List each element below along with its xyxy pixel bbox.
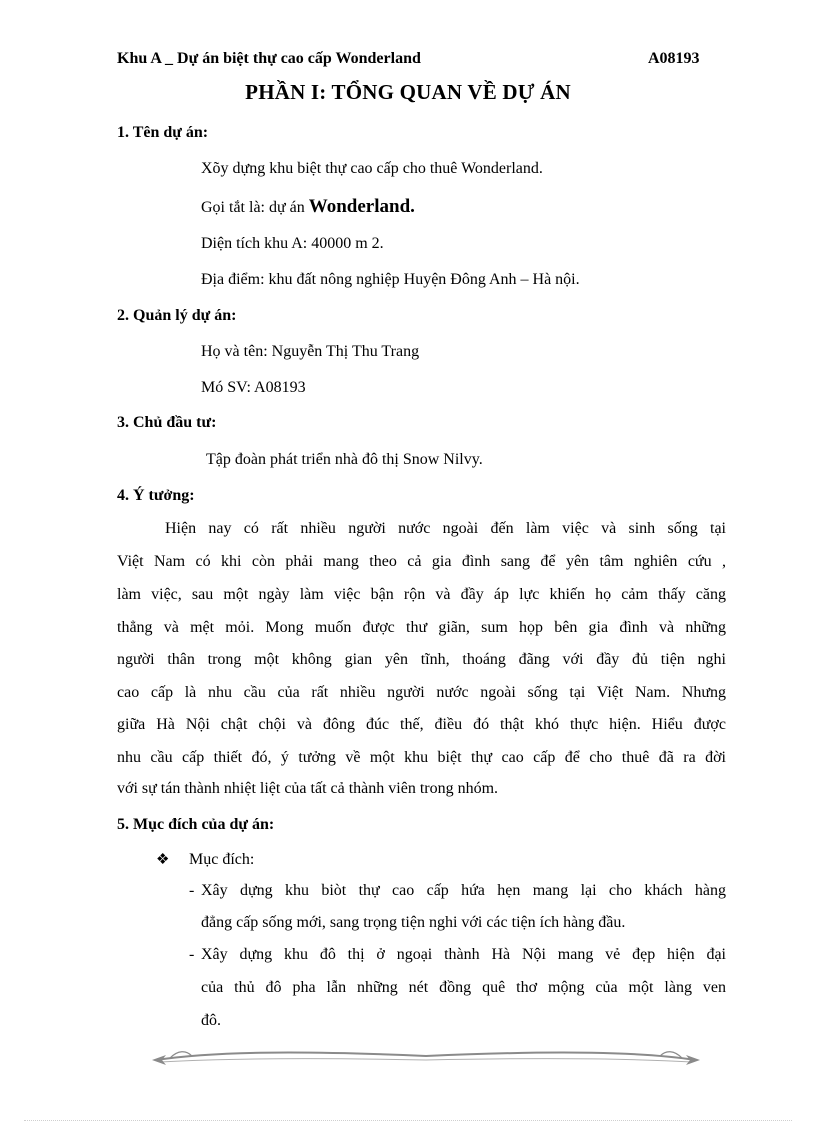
purpose-item-1-line-1: Xây dựng khu biòt thự cao cấp hứa hẹn mang lại cho khách hàng xyxy=(201,882,726,899)
four-diamond-bullet-icon: ❖ xyxy=(156,852,170,868)
idea-line: làm việc, sau một ngày làm việc bận rộn và đầy áp lực khiến họ cảm thấy căng xyxy=(117,586,726,603)
idea-line: giữa Hà Nội chật chội và đông đúc thế, điều đó thật khó thực hiện. Hiểu được xyxy=(117,716,726,733)
section-3-heading: 3. Chủ đầu tư: xyxy=(117,414,217,431)
header-project-title: Khu A _ Dự án biệt thự cao cấp Wonderland xyxy=(117,50,421,67)
manager-name-line: Họ và tên: Nguyễn Thị Thu Trang xyxy=(201,343,420,360)
purpose-item-2-line-2: của thủ đô pha lẫn những nét đồng quê thơ mộng của một làng ven xyxy=(201,979,726,996)
idea-line: Hiện nay có rất nhiều người nước ngoài đến làm việc và sinh sống tại xyxy=(165,520,726,537)
section-4-heading: 4. Ý tưởng: xyxy=(117,487,195,504)
project-name-line: Xõy dựng khu biệt thự cao cấp cho thuê Wonderland. xyxy=(201,160,543,177)
location-line: Địa điểm: khu đất nông nghiệp Huyện Đông Anh – Hà nội. xyxy=(201,271,580,288)
dash-marker: - xyxy=(189,946,195,963)
purpose-label: Mục đích: xyxy=(189,851,255,868)
idea-line: Việt Nam có khi còn phải mang theo cả gia đình sang để yên tâm nghiên cứu , xyxy=(117,553,726,570)
idea-line: nhu cầu cấp thiết đó, ý tưởng về một khu biệt thự cao cấp để cho thuê đã ra đời xyxy=(117,749,726,766)
section-1-heading: 1. Tên dự án: xyxy=(117,124,209,141)
page-title: PHẦN I: TỔNG QUAN VỀ DỰ ÁN xyxy=(245,80,571,104)
idea-line: cao cấp là nhu cầu của rất nhiều người nước ngoài sống tại Việt Nam. Nhưng xyxy=(117,684,726,701)
idea-line: thẳng và mệt mỏi. Mong muốn được thư giãn, sum họp bên gia đình và những xyxy=(117,619,726,636)
section-2-heading: 2. Quản lý dự án: xyxy=(117,307,237,324)
student-id-line: Mó SV: A08193 xyxy=(201,379,306,396)
idea-line: người thân trong một không gian yên tĩnh, thoáng đãng với đầy đủ tiện nghi xyxy=(117,651,726,668)
purpose-item-2-line-3: đô. xyxy=(201,1012,221,1029)
area-line: Diện tích khu A: 40000 m 2. xyxy=(201,235,384,252)
short-name-prefix: Gọi tắt là: dự án xyxy=(201,199,309,216)
dash-marker: - xyxy=(189,882,195,899)
purpose-item-1-line-2: đẳng cấp sống mới, sang trọng tiện nghi với các tiện ích hàng đầu. xyxy=(201,914,626,931)
idea-line: với sự tán thành nhiệt liệt của tất cả thành viên trong nhóm. xyxy=(117,780,499,797)
header-student-code: A08193 xyxy=(648,50,700,67)
short-name-line xyxy=(201,196,415,218)
page-bottom-dotted-line xyxy=(24,1120,792,1121)
investor-line: Tập đoàn phát triển nhà đô thị Snow Nilvy. xyxy=(206,451,483,468)
short-name-value: Wonderland. xyxy=(308,196,415,217)
purpose-item-2-line-1: Xây dựng khu đô thị ở ngoại thành Hà Nội mang vẻ đẹp hiện đại xyxy=(201,946,726,963)
section-5-heading: 5. Mục đích của dự án: xyxy=(117,816,275,833)
footer-ornament-divider xyxy=(150,1046,702,1070)
